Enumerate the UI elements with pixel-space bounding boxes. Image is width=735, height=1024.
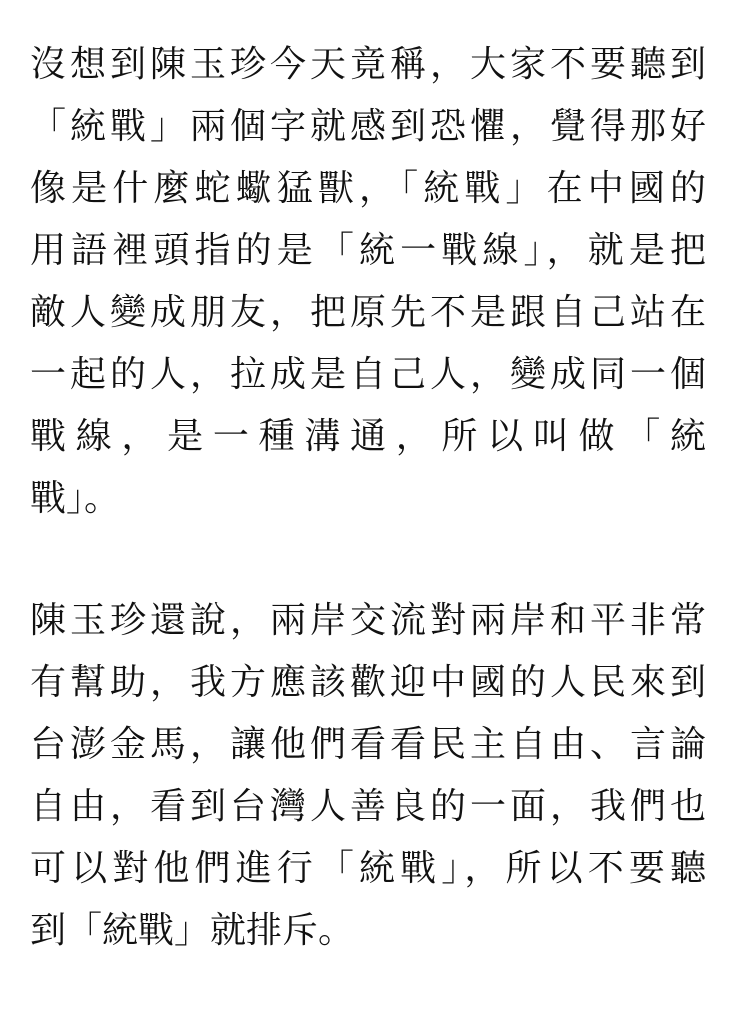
text-line: 沒想到陳玉珍今天竟稱，大家不要聽到	[30, 44, 706, 85]
text-line: 有幫助，我方應該歡迎中國的人民來到	[30, 662, 706, 703]
paragraph-spacer	[30, 530, 706, 590]
text-line: 敵人變成朋友，把原先不是跟自己站在	[30, 292, 706, 333]
text-line: 用語裡頭指的是「統一戰線」，就是把	[30, 230, 706, 271]
text-line: 一起的人，拉成是自己人，變成同一個	[30, 354, 706, 395]
text-line: 可以對他們進行「統戰」，所以不要聽	[30, 848, 706, 889]
text-line: 到「統戰」就排斥。	[30, 910, 355, 951]
text-line: 戰」。	[30, 478, 121, 519]
text-line: 「統戰」兩個字就感到恐懼，覺得那好	[30, 106, 706, 147]
article-body	[30, 34, 706, 962]
text-line: 陳玉珍還說，兩岸交流對兩岸和平非常	[30, 600, 706, 641]
text-line: 像是什麼蛇蠍猛獸，「統戰」在中國的	[30, 168, 706, 209]
text-line: 台澎金馬，讓他們看看民主自由、言論	[30, 724, 706, 765]
text-line: 戰線，是一種溝通，所以叫做「統	[30, 416, 706, 457]
paragraph-2	[30, 590, 706, 962]
text-line: 自由，看到台灣人善良的一面，我們也	[30, 786, 706, 827]
paragraph-1	[30, 34, 706, 530]
